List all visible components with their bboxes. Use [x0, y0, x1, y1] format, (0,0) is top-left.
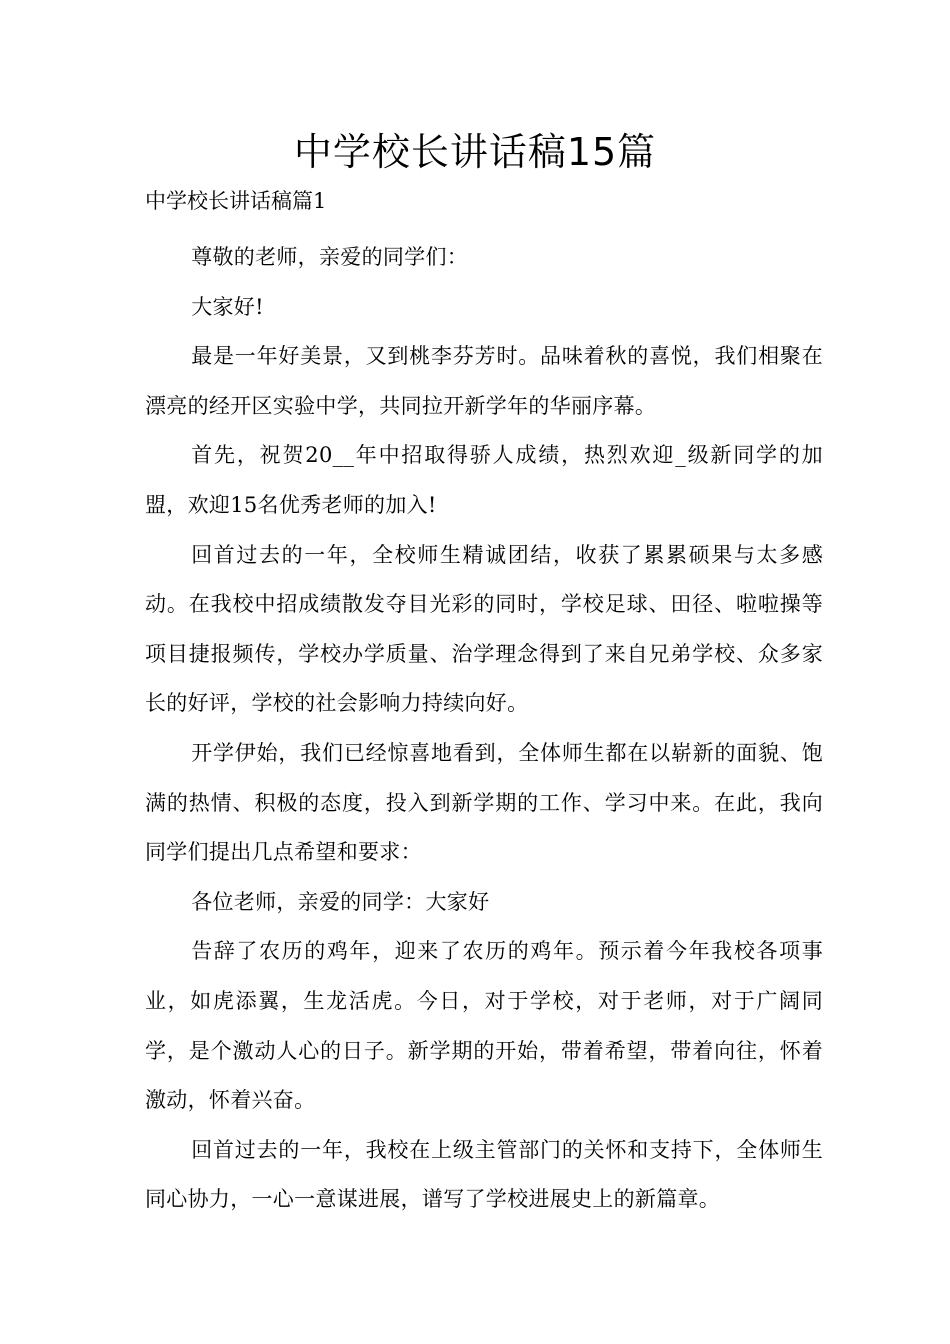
paragraph: 首先，祝贺20__年中招取得骄人成绩，热烈欢迎_级新同学的加盟，欢迎15名优秀老师的加入!: [145, 443, 823, 517]
paragraph: 回首过去的一年，我校在上级主管部门的关怀和支持下，全体师生同心协力，一心一意谋进展，谱写了学校进展史上的新篇章。: [145, 1137, 823, 1212]
paragraph: 告辞了农历的鸡年，迎来了农历的鸡年。预示着今年我校各项事业，如虎添翼，生龙活虎。今日，对于学校，对于老师，对于广阔同学，是个激动人心的日子。新学期的开始，带着希望，带着向往，怀着激动，怀着兴奋。: [145, 939, 823, 1113]
section-heading: 中学校长讲话稿篇1: [145, 189, 327, 213]
paragraph-greeting: 尊敬的老师，亲爱的同学们：: [191, 245, 469, 269]
paragraph: 最是一年好美景，又到桃李芬芳时。品味着秋的喜悦，我们相聚在漂亮的经开区实验中学，共同拉开新学年的华丽序幕。: [145, 344, 823, 418]
document-body: [145, 233, 823, 1225]
paragraph-greeting: 各位老师，亲爱的同学：大家好: [191, 889, 490, 914]
paragraph-hello: 大家好!: [191, 294, 264, 319]
paragraph: 开学伊始，我们已经惊喜地看到，全体师生都在以崭新的面貌、饱满的热情、积极的态度，投入到新学期的工作、学习中来。在此，我向同学们提出几点希望和要求：: [145, 740, 823, 865]
document-title: 中学校长讲话稿15篇: [293, 130, 657, 174]
paragraph: 回首过去的一年，全校师生精诚团结，收获了累累硕果与太多感动。在我校中招成绩散发夺目光彩的同时，学校足球、田径、啦啦操等项目捷报频传，学校办学质量、治学理念得到了来自兄弟学校、众多家长的好评，学校的社会影响力持续向好。: [145, 542, 823, 716]
